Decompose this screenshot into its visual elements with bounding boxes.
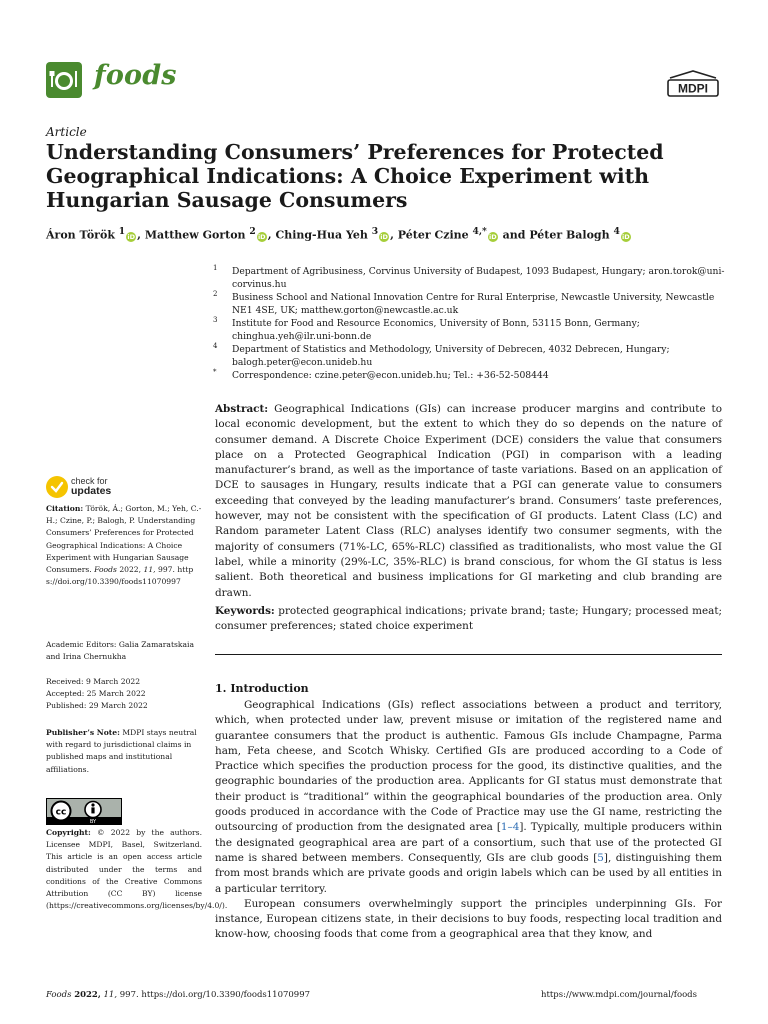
mdpi-logo-icon (666, 70, 720, 100)
author-name[interactable]: Ching-Hua Yeh (275, 228, 368, 242)
check-updates-icon (46, 476, 68, 498)
citation-link[interactable]: 1–4 (500, 821, 520, 834)
keywords-label: Keywords: (215, 605, 275, 617)
received-date: Received: 9 March 2022 (46, 677, 141, 686)
cc-by-label: BY (89, 819, 97, 824)
abstract (215, 402, 722, 601)
cc-by-license-badge[interactable] (46, 798, 122, 825)
section-divider (215, 654, 722, 655)
footer-doi-link[interactable]: https://doi.org/10.3390/foods11070997 (141, 990, 311, 1000)
citation-block: Citation: Török, Á.; Gorton, M.; Yeh, C.-H.; Czine, P.; Balogh, P. Understanding Consumers’ Preferences for Protected Geographical Indications: A Choice Experiment with Hungarian Sausage Consumers. Foods 2022, 11, 997. https://doi.org/10.3390/foods11070997 (46, 504, 202, 587)
foods-logo-icon (46, 62, 82, 98)
published-date: Published: 29 March 2022 (46, 701, 148, 711)
author-affil-sup: 4,* (472, 226, 487, 237)
orcid-icon[interactable]: iD (489, 232, 497, 241)
author-name[interactable]: Matthew Gorton (144, 228, 246, 242)
abstract-label: Abstract: (215, 403, 269, 415)
abstract-text: Geographical Indications (GIs) can increase producer margins and contribute to local economic development, but the extent to which they do so depends on the nature of consumer demand. A Discrete Choice Experiment (DCE) considers the value that consumers place on a Protected Geographical Indication (PGI) in comparison with a leading manufacturer’s brand, as well as the importance of taste variations. Based on an application of DCE to sausages in Hungary, results indicate that a PGI can generate value to consumers exceeding that conveyed by the leading manufacturer’s brand. Consumers’ taste preferences, however, may not be consistent with the specification of GI products. Latent Class (LC) and Random parameter Latent Class (RLC) analyses identify two consumer segments, with the majority of consumers (71%-LC, 65%-RLC) classified as traditionalists, who most value the GI label, while a minority (29%-LC, 35%-RLC) is brand conscious, for whom the GI status is less salient. Both theoretical and business implications for GI marketing and club branding are drawn. (215, 403, 722, 599)
paragraph: Geographical Indications (GIs) reflect associations between a product and territory, which, when protected under law, prevent misuse or imitation of the registered name and guarantee consumers that the product is authentic. Famous GIs include Champagne, Parma ham, Feta cheese, and Scotch Whisky. Certified GIs are produced according to a Code of Practice which specifies the production process for the good, its distinctive qualities, and the geographic boundaries of the production area. Applicants for GI status must demonstrate that their product is “traditional” within the geographical boundaries of the production area. Only goods produced in accordance with the Code of Practice may use the GI name, restricting the outsourcing of production from the designated area [1–4]. Typically, multiple producers within the designated geographical area are part of a consortium, such that use of the protected GI name is shared between members. Consequently, GIs are club goods [5], distinguishing them from most brands which are private goods and origin labels which can be used by all entities in a particular territory. (215, 699, 723, 895)
accepted-date: Accepted: 25 March 2022 (46, 689, 146, 699)
affiliations (208, 265, 728, 382)
dates-block (46, 676, 202, 713)
cc-icon: cc (55, 807, 67, 818)
keywords (215, 604, 722, 635)
footer-citation: Foods 2022, 11, 997. https://doi.org/10.3390/foods11070997 (46, 990, 311, 1000)
section-heading: 1. Introduction (215, 682, 309, 695)
affiliation-item: 3 Institute for Food and Resource Economics, University of Bonn, 53115 Bonn, Germany; chinghua.yeh@ilr.uni-bonn.de (213, 316, 640, 342)
academic-editors: Academic Editors: Galia Zamaratskaia and Irina Chernukha (46, 640, 194, 662)
orcid-icon[interactable]: iD (257, 232, 266, 241)
author-affil-sup: 3 (371, 226, 379, 237)
affiliation-item: 2 Business School and National Innovation Centre for Rural Enterprise, Newcastle University, Newcastle NE1 4SE, UK; matthew.gorton@newcastle.ac.uk (213, 290, 715, 316)
author-affil-sup: 4 (613, 226, 620, 237)
orcid-icon[interactable]: iD (380, 232, 388, 241)
author-affil-sup: 1 (118, 226, 126, 237)
publisher-note: Publisher’s Note: MDPI stays neutral with regard to jurisdictional claims in published maps and institutional affiliations. (46, 728, 197, 774)
affiliation-item: 4 Department of Statistics and Methodology, University of Debrecen, 4032 Debrecen, Hungary; balogh.peter@econ.unideb.hu (213, 342, 670, 368)
orcid-icon[interactable]: iD (127, 232, 135, 241)
paragraph: European consumers overwhelmingly support the principles underpinning GIs. For instance, European citizens state, in their decisions to buy foods, respecting local tradition and know-how, choosing foods that come from a geographical area that they know, and (215, 897, 722, 941)
citation-doi-link[interactable]: https://doi.org/10.3390/foods11070997 (46, 565, 194, 587)
publisher-name: MDPI (678, 81, 708, 96)
affiliation-item: * Correspondence: czine.peter@econ.unideb.hu; Tel.: +36-52-508444 (213, 368, 549, 381)
journal-name: foods (94, 60, 177, 91)
author-affil-sup: 2 (249, 226, 256, 237)
orcid-icon[interactable]: iD (622, 232, 630, 241)
keywords-text: protected geographical indications; private brand; taste; Hungary; processed meat; consumer preferences; stated choice experiment (215, 605, 722, 633)
footer-journal-url[interactable]: https://www.mdpi.com/journal/foods (541, 990, 697, 1000)
body-text (215, 698, 722, 943)
citation-link[interactable]: 5 (597, 851, 604, 864)
article-title: Understanding Consumers’ Preferences for Protected Geographical Indications: A Choice Experiment with Hungarian Sausage Consumers (46, 140, 664, 212)
author-list: Áron Török $^1$ iD , Matthew Gorton $^2$ iD , Ching-Hua Yeh $^3$ iD , Péter Czine $^{4,*}$ iD and Péter Balogh $^4$ iD (46, 226, 630, 242)
article-type: Article (46, 125, 87, 139)
author-name[interactable]: Péter Balogh (529, 228, 610, 242)
affiliation-item: 1 Department of Agribusiness, Corvinus University of Budapest, 1093 Budapest, Hungary; aron.torok@uni-corvinus.hu (213, 264, 725, 290)
copyright-block: Copyright: © 2022 by the authors. Licensee MDPI, Basel, Switzerland. This article is an open access article distributed under the terms and conditions of the Creative Commons Attribution (CC BY) license (https://creativecommons.org/licenses/by/4.0/). (46, 828, 228, 911)
check-for-updates-badge[interactable]: check for updates (46, 474, 186, 500)
author-name[interactable]: Áron Török (46, 228, 115, 242)
author-name[interactable]: Péter Czine (397, 228, 469, 242)
